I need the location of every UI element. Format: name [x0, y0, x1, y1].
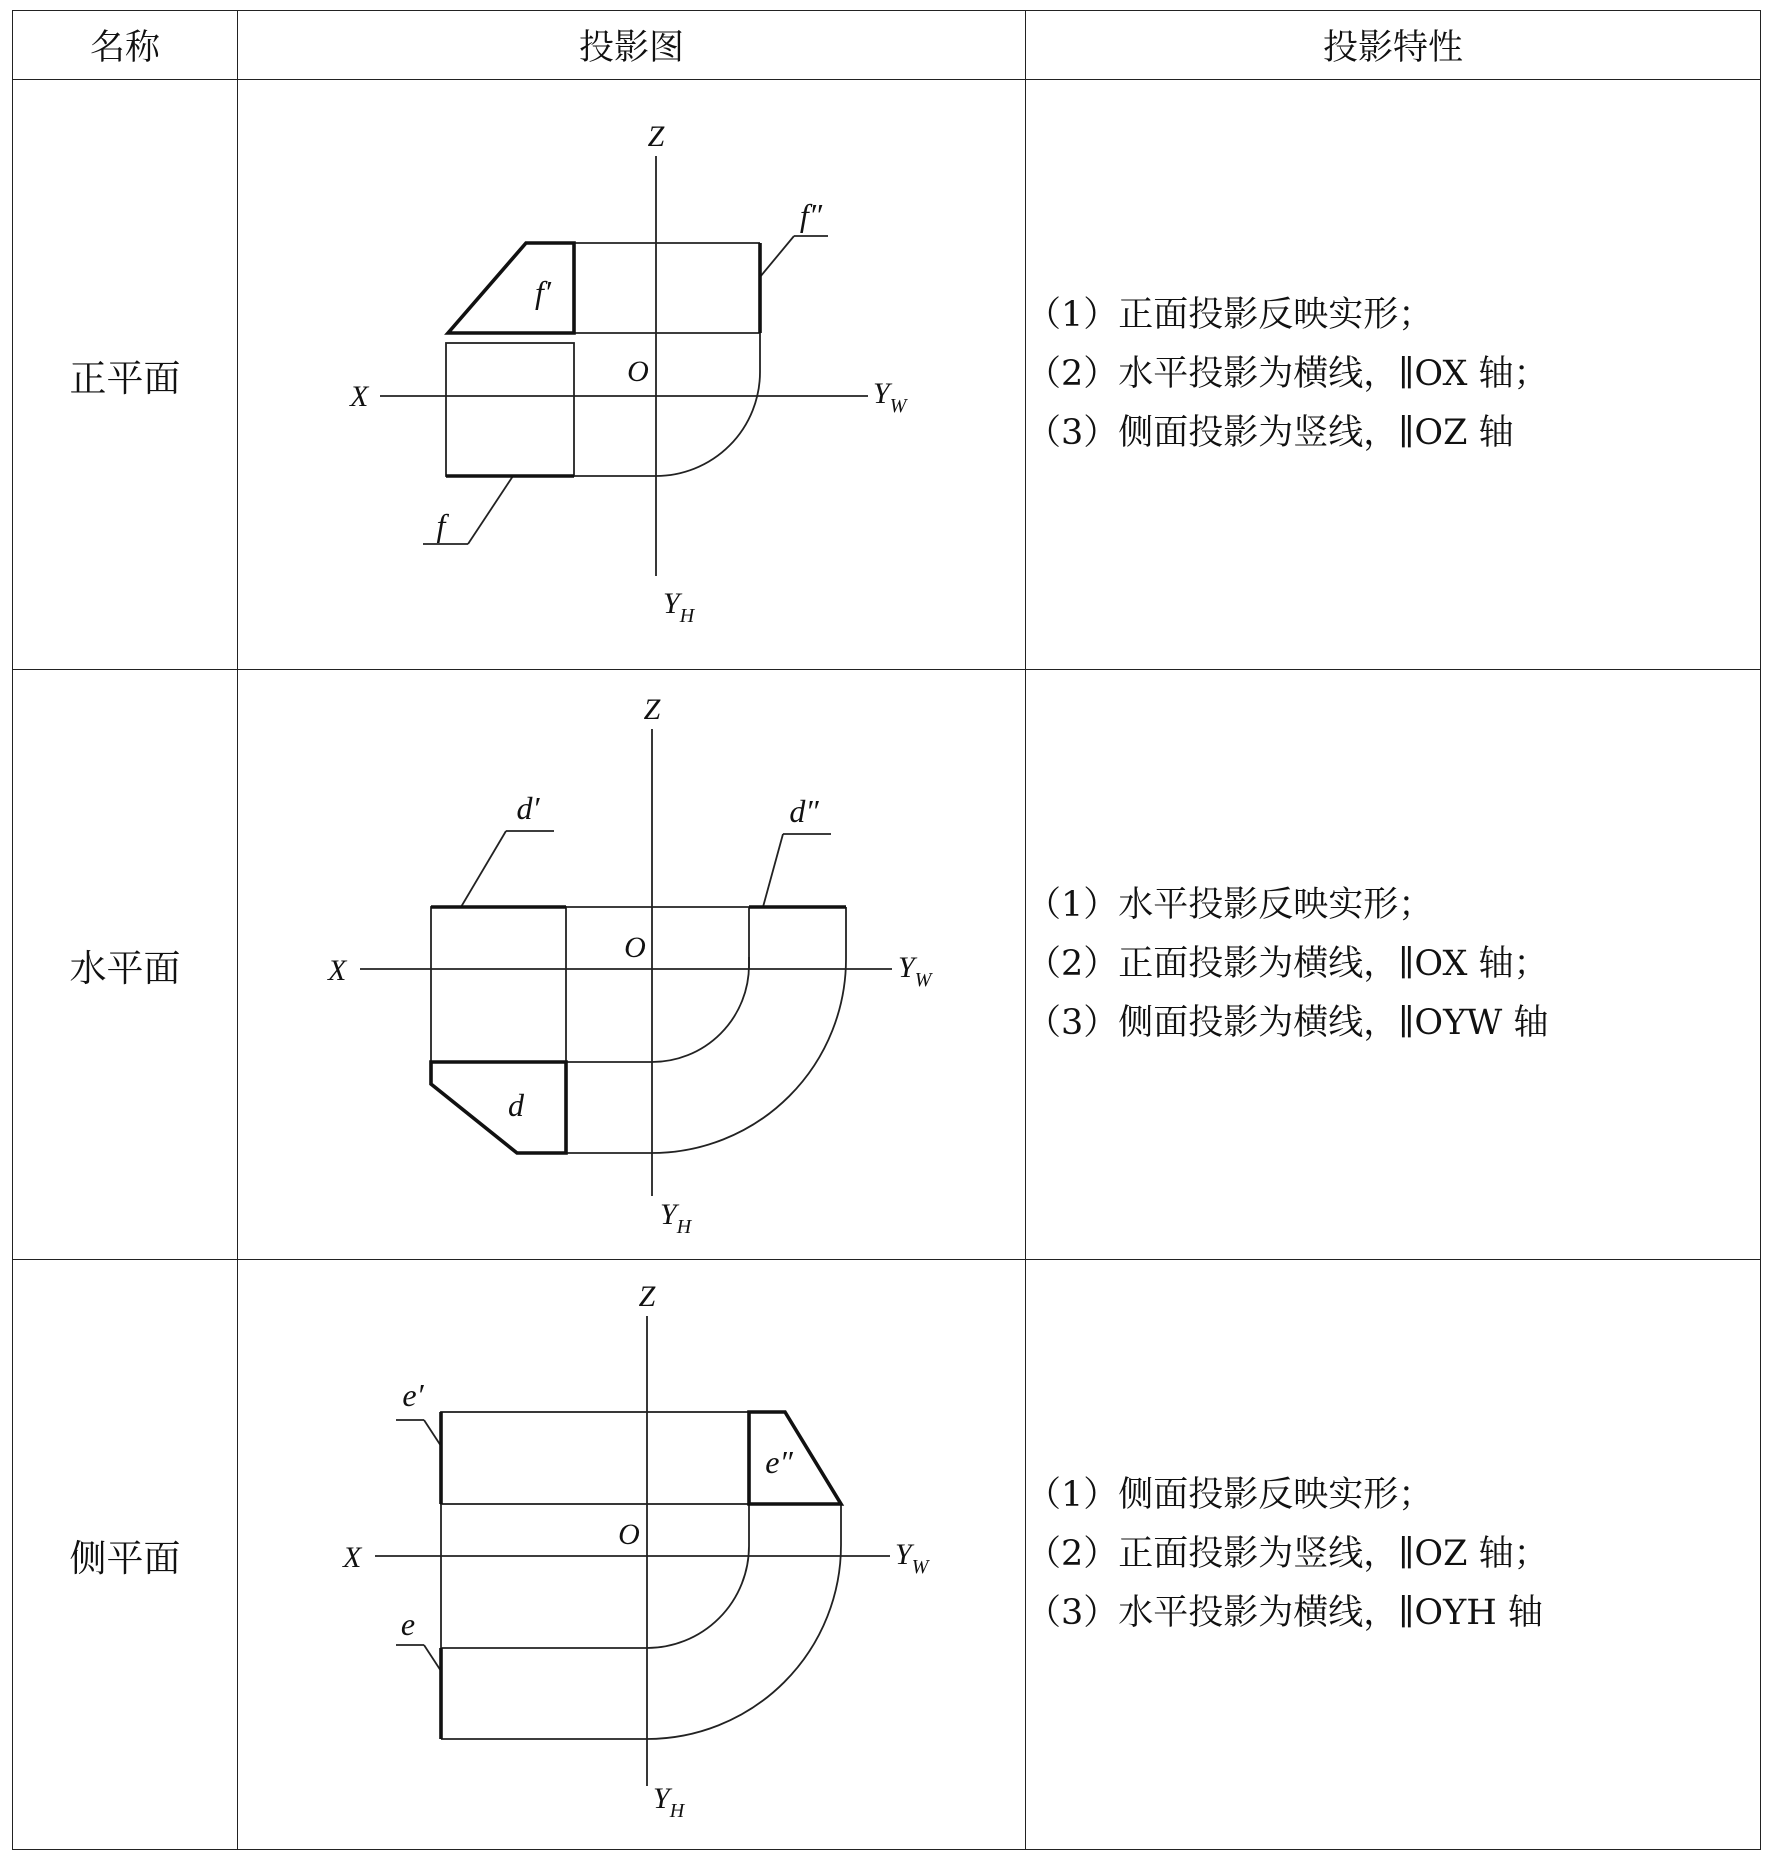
header-name: 名称: [13, 11, 238, 80]
transfer-arc-inner: [647, 1504, 749, 1648]
axis-label-x: X: [328, 953, 347, 987]
transfer-arc-inner: [652, 957, 749, 1062]
plane-name: 正平面: [13, 80, 238, 670]
table-row: [13, 670, 1761, 1260]
top-projection-label: f: [436, 506, 446, 543]
leader-line: [424, 1420, 441, 1446]
projection-table: [12, 10, 1761, 1850]
property-line: （3）水平投影为横线，∥OYH 轴: [1026, 1593, 1543, 1633]
property-line: （1）水平投影反映实形；: [1026, 885, 1434, 925]
side-projection-e-dprime: [749, 1412, 841, 1504]
origin-label: O: [624, 930, 646, 964]
header-diagram: 投影图: [238, 11, 1026, 80]
axis-label-z: Z: [643, 692, 661, 726]
axis-label-yw: $Y_W$: [895, 1537, 929, 1578]
axis-label-yh: $Y_H$: [653, 1781, 685, 1822]
leader-line: [468, 476, 513, 544]
top-projection-d: [431, 1062, 566, 1153]
axis-label-x: X: [343, 1540, 362, 1574]
leader-line: [760, 236, 794, 277]
header-properties: 投影特性: [1026, 11, 1761, 80]
properties-cell: [1026, 80, 1761, 670]
front-view-rect: [441, 1412, 749, 1504]
axis-label-yh: $Y_H$: [663, 586, 695, 627]
axis-label-yh: $Y_H$: [660, 1197, 692, 1238]
top-projection-label: d: [508, 1086, 524, 1123]
diagram-cell: [238, 80, 1026, 670]
axis-label-z: Z: [638, 1279, 656, 1313]
front-view-rect: [431, 907, 566, 1062]
projection-diagram: [238, 1261, 1026, 1849]
leader-line: [424, 1645, 441, 1671]
diagram-cell: [238, 1260, 1026, 1850]
front-projection-label: f′: [535, 273, 551, 310]
table-row: [13, 1260, 1761, 1850]
front-projection-label: e′: [402, 1376, 424, 1413]
side-projection-label: d″: [789, 792, 819, 829]
header-row: [13, 11, 1761, 80]
leader-line: [461, 831, 506, 907]
front-view-rect: [446, 343, 574, 476]
front-projection-label: d′: [516, 789, 540, 826]
property-line: （2）正面投影为横线，∥OX 轴；: [1026, 944, 1549, 984]
plane-name: 侧平面: [13, 1260, 238, 1850]
property-line: （3）侧面投影为竖线，∥OZ 轴: [1026, 413, 1514, 453]
property-line: （3）侧面投影为横线，∥OYW 轴: [1026, 1003, 1549, 1043]
front-projection-f-prime: [448, 243, 574, 333]
property-line: （2）水平投影为横线，∥OX 轴；: [1026, 354, 1549, 394]
properties-cell: [1026, 1260, 1761, 1850]
axis-label-x: X: [350, 379, 369, 413]
side-projection-label: f″: [799, 196, 823, 233]
projection-diagram: [238, 81, 1026, 669]
projection-diagram: [238, 671, 1026, 1259]
properties-cell: [1026, 670, 1761, 1260]
origin-label: O: [618, 1517, 640, 1551]
axis-label-yw: $Y_W$: [873, 376, 907, 417]
top-projection-label: e: [400, 1605, 416, 1642]
transfer-arc-outer: [647, 1504, 841, 1739]
transfer-arc: [656, 333, 760, 476]
axis-label-yw: $Y_W$: [898, 950, 932, 991]
property-line: （1）正面投影反映实形；: [1026, 295, 1434, 335]
origin-label: O: [627, 354, 649, 388]
axis-label-z: Z: [647, 119, 665, 153]
diagram-cell: [238, 670, 1026, 1260]
side-projection-label: e″: [765, 1443, 793, 1480]
property-line: （2）正面投影为竖线，∥OZ 轴；: [1026, 1534, 1549, 1574]
plane-name: 水平面: [13, 670, 238, 1260]
leader-line: [763, 834, 783, 907]
table-row: [13, 80, 1761, 670]
property-line: （1）侧面投影反映实形；: [1026, 1475, 1434, 1515]
